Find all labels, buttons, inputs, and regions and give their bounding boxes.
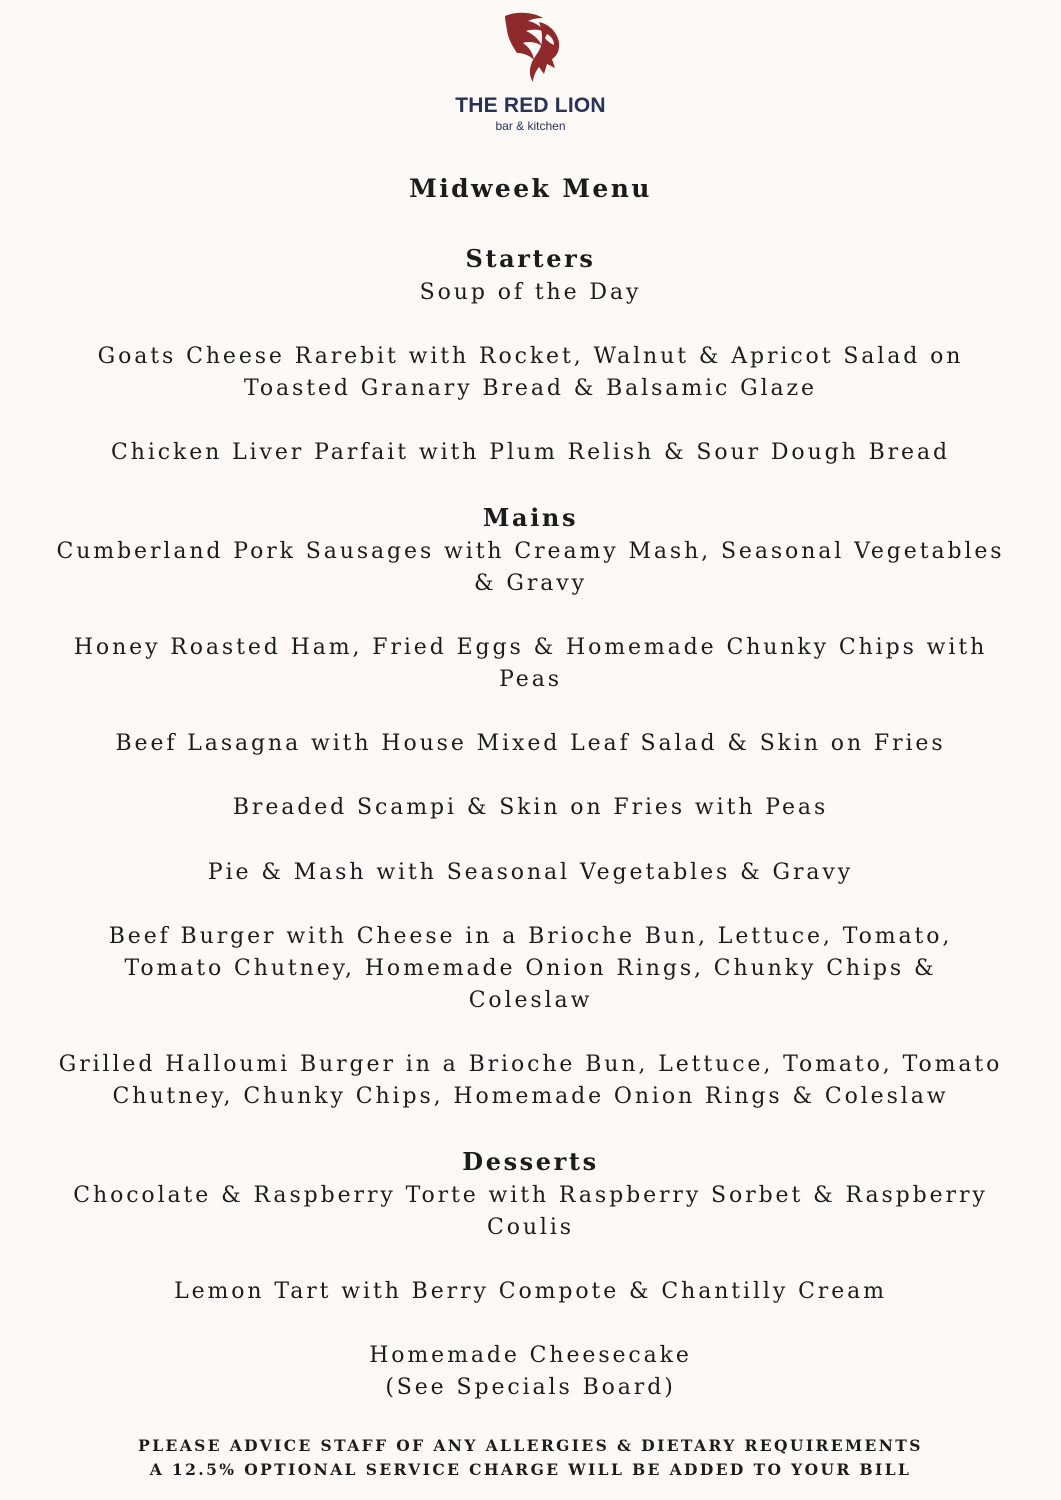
menu-item xyxy=(40,1180,1021,1244)
brand-tagline: bar & kitchen xyxy=(495,119,566,133)
menu-item xyxy=(40,1340,1021,1404)
menu-item xyxy=(40,1276,1021,1308)
menu-item xyxy=(40,632,1021,696)
menu-item-line: Lemon Tart with Berry Compote & Chantilly Cream xyxy=(174,1279,887,1304)
allergy-notice: PLEASE ADVICE STAFF OF ANY ALLERGIES & DIETARY REQUIREMENTS xyxy=(138,1436,923,1455)
menu-item xyxy=(40,792,1021,824)
menu-item-line: Coulis xyxy=(486,1215,574,1240)
menu-item-line: Cumberland Pork Sausages with Creamy Mash, Seasonal Vegetables xyxy=(56,539,1005,564)
brand-logo xyxy=(0,12,1061,133)
menu-item-line: Coleslaw xyxy=(468,988,593,1013)
section-heading-mains: Mains xyxy=(482,503,579,532)
brand-name: THE RED LION xyxy=(455,94,606,117)
menu-item-line: Beef Lasagna with House Mixed Leaf Salad & Skin on Fries xyxy=(115,731,946,756)
menu-item xyxy=(40,857,1021,889)
menu-item-line: Pie & Mash with Seasonal Vegetables & Gravy xyxy=(207,860,854,885)
menu-item-line: Chocolate & Raspberry Torte with Raspberry Sorbet & Raspberry xyxy=(73,1183,988,1208)
menu-item-line: Grilled Halloumi Burger in a Brioche Bun, Lettuce, Tomato, Tomato xyxy=(58,1052,1003,1077)
menu-item xyxy=(40,437,1021,469)
menu-item-line: Toasted Granary Bread & Balsamic Glaze xyxy=(244,376,817,401)
menu-item-line: Peas xyxy=(499,667,562,692)
lion-head-icon xyxy=(499,12,563,82)
menu-item-line: & Gravy xyxy=(474,571,587,596)
menu-item xyxy=(40,1049,1021,1113)
menu-item xyxy=(40,728,1021,760)
menu-item-line: (See Specials Board) xyxy=(385,1375,676,1400)
menu-item-line: Homemade Cheesecake xyxy=(369,1343,692,1368)
footer-notice xyxy=(40,1434,1021,1482)
menu-item-line: Breaded Scampi & Skin on Fries with Peas xyxy=(232,795,829,820)
menu-item-line: Soup of the Day xyxy=(419,280,642,305)
menu-title: Midweek Menu xyxy=(409,174,652,203)
menu-item xyxy=(40,536,1021,600)
menu-item xyxy=(40,277,1021,309)
menu-item-line: Chicken Liver Parfait with Plum Relish & Sour Dough Bread xyxy=(111,440,950,465)
menu-item-line: Honey Roasted Ham, Fried Eggs & Homemade Chunky Chips with xyxy=(73,635,988,660)
menu-item-line: Beef Burger with Cheese in a Brioche Bun, Lettuce, Tomato, xyxy=(108,924,953,949)
menu-item xyxy=(40,921,1021,1017)
menu-item-line: Goats Cheese Rarebit with Rocket, Walnut & Apricot Salad on xyxy=(97,344,964,369)
section-heading-starters: Starters xyxy=(465,244,596,273)
menu-item-line: Tomato Chutney, Homemade Onion Rings, Chunky Chips & xyxy=(124,956,937,981)
menu-item xyxy=(40,341,1021,405)
menu-item-line: Chutney, Chunky Chips, Homemade Onion Rings & Coleslaw xyxy=(112,1084,949,1109)
section-heading-desserts: Desserts xyxy=(462,1147,599,1176)
service-charge-notice: A 12.5% OPTIONAL SERVICE CHARGE WILL BE ADDED TO YOUR BILL xyxy=(149,1460,912,1479)
